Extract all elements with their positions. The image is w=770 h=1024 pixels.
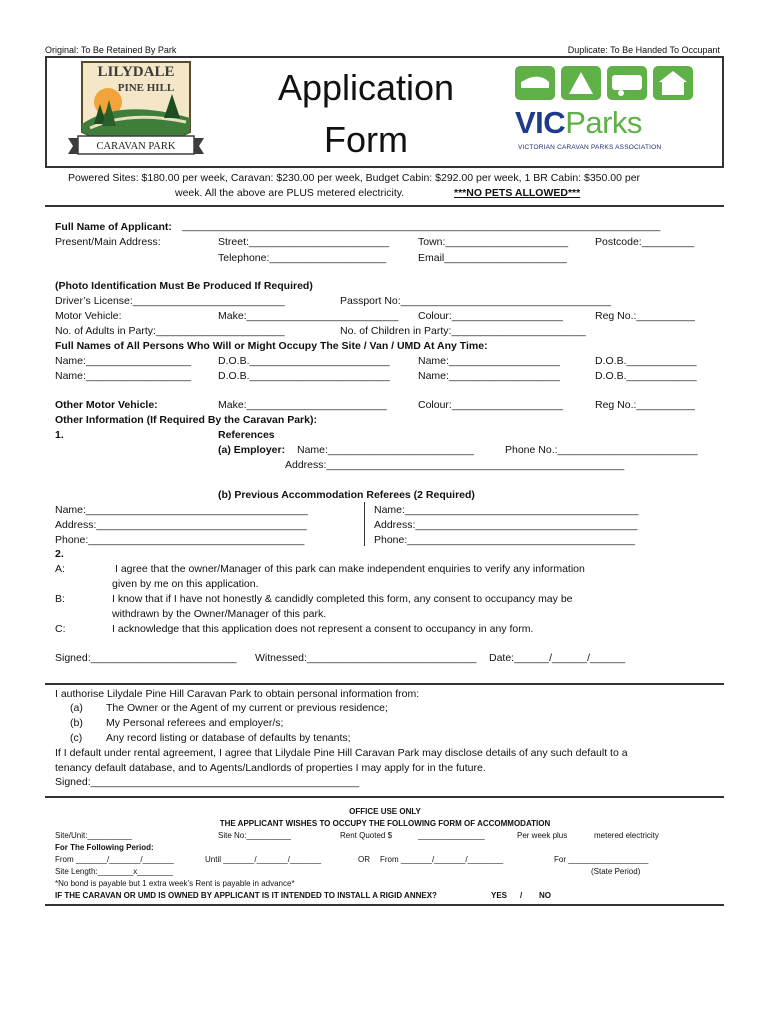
vic-text: VIC (515, 105, 566, 140)
clause-b-text-cont: withdrawn by the Owner/Manager of this park. (112, 608, 327, 620)
until-date-field[interactable]: Until _______/_______/_______ (205, 855, 322, 864)
street-field[interactable]: Street:________________________ (218, 236, 390, 248)
header-left-rule (45, 56, 47, 166)
title-line1: Application (277, 67, 455, 108)
prev-accommodation-heading: (b) Previous Accommodation Referees (2 Required) (218, 489, 475, 501)
vehicle-reg-field[interactable]: Reg No.:__________ (595, 310, 695, 322)
other-info-heading: Other Information (If Required By the Caravan Park): (55, 414, 317, 426)
period-heading: For The Following Period: (55, 843, 154, 852)
parks-text: Parks (565, 105, 642, 140)
pricing-line2: week. All the above are PLUS metered electricity. (175, 187, 405, 199)
office-use-heading: OFFICE USE ONLY (349, 807, 421, 816)
vic-parks-logo (515, 105, 642, 141)
town-field[interactable]: Town:_____________________ (418, 236, 569, 248)
address-label: Present/Main Address: (55, 236, 161, 248)
authorise-c-label: (c) (70, 732, 83, 744)
other-vehicle-colour[interactable]: Colour:___________________ (418, 399, 563, 411)
clause-a-label: A: (55, 563, 65, 575)
other-vehicle-reg[interactable]: Reg No.:__________ (595, 399, 695, 411)
passport-field[interactable]: Passport No:____________________________________ (340, 295, 611, 307)
from2-date-field[interactable]: From _______/_______/________ (380, 855, 504, 864)
clause-c-label: C: (55, 623, 66, 635)
section-rule-1 (45, 683, 724, 685)
occupants-heading: Full Names of All Persons Who Will or Might Occupy The Site / Van / UMD At Any Time: (55, 340, 488, 352)
authorise-a-label: (a) (70, 702, 83, 714)
referee1-phone[interactable]: Phone:_____________________________________ (55, 534, 305, 546)
occupant-dob-2[interactable]: D.O.B.____________ (595, 355, 697, 367)
default-clause-line1: If I default under rental agreement, I agree that Lilydale Pine Hill Caravan Park may disclose details of any such default to a (55, 747, 628, 759)
adults-field[interactable]: No. of Adults in Party:______________________ (55, 325, 285, 337)
full-name-field[interactable]: ______________________________________________________________________________________ (182, 221, 661, 232)
park-logo (60, 58, 212, 170)
header-right-rule (722, 56, 724, 166)
logo-banner-text: CARAVAN PARK (96, 141, 176, 152)
logo-line1: LILYDALE (97, 64, 175, 80)
metered-label: metered electricity (594, 831, 659, 840)
vic-parks-subtitle: VICTORIAN CARAVAN PARKS ASSOCIATION (518, 144, 662, 151)
employer-label: (a) Employer: (218, 444, 286, 456)
authorise-signed-field[interactable]: Signed:______________________________________________ (55, 776, 360, 788)
duplicate-note: Duplicate: To Be Handed To Occupant (567, 45, 720, 55)
clause-b-label: B: (55, 593, 65, 605)
rent-quoted-field[interactable]: _______________ (418, 831, 485, 840)
referee-divider (364, 502, 365, 546)
employer-name-field[interactable]: Name:_________________________ (297, 444, 474, 456)
vehicle-make-field[interactable]: Make:__________________________ (218, 310, 399, 322)
email-field[interactable]: Email_____________________ (418, 252, 567, 264)
witnessed-field[interactable]: Witnessed:_____________________________ (255, 652, 477, 664)
or-label: OR (358, 855, 370, 864)
no-pets-note: ***NO PETS ALLOWED*** (454, 187, 581, 199)
clause-a-text-cont: given by me on this application. (112, 578, 259, 590)
drivers-license-field[interactable]: Driver’s License:__________________________ (55, 295, 285, 307)
annex-yes[interactable]: YES (491, 891, 508, 900)
referee2-address[interactable]: Address:______________________________________ (374, 519, 638, 531)
logo-line2: PINE HILL (117, 82, 175, 94)
telephone-field[interactable]: Telephone:____________________ (218, 252, 387, 264)
occupant-name-2[interactable]: Name:___________________ (418, 355, 560, 367)
other-vehicle-label: Other Motor Vehicle: (55, 399, 158, 411)
occupant-name-1[interactable]: Name:__________________ (55, 355, 192, 367)
references-heading: References (218, 429, 275, 441)
pricing-line1: Powered Sites: $180.00 per week, Caravan: $230.00 per week, Budget Cabin: $292.00 per week, 1 BR Cabin: $350.00 per (68, 172, 641, 184)
authorise-a-text: The Owner or the Agent of my current or previous residence; (106, 702, 388, 714)
full-name-label: Full Name of Applicant: (55, 221, 172, 233)
site-length-field[interactable]: Site Length:________x________ (55, 867, 173, 876)
other-vehicle-make[interactable]: Make:________________________ (218, 399, 387, 411)
site-no-field[interactable]: Site No:__________ (218, 831, 291, 840)
employer-address-field[interactable]: Address:___________________________________________________ (285, 459, 625, 471)
item-2-number: 2. (55, 548, 64, 560)
rent-quoted-label: Rent Quoted $ (340, 831, 393, 840)
annex-question: IF THE CARAVAN OR UMD IS OWNED BY APPLICANT IS IT INTENDED TO INSTALL A RIGID ANNEX? (55, 891, 437, 900)
section-rule-3 (45, 904, 724, 906)
occupant-dob-4[interactable]: D.O.B.____________ (595, 370, 697, 382)
office-subheading: THE APPLICANT WISHES TO OCCUPY THE FOLLOWING FORM OF ACCOMMODATION (219, 819, 551, 828)
pricing-top-rule (45, 166, 724, 168)
motor-vehicle-label: Motor Vehicle: (55, 310, 122, 322)
title-line2: Form (324, 119, 408, 160)
postcode-field[interactable]: Postcode:_________ (595, 236, 695, 248)
for-period-field[interactable]: For __________________ (554, 855, 649, 864)
vic-parks-icons (515, 66, 695, 100)
referee2-name[interactable]: Name:________________________________________ (374, 504, 639, 516)
clause-b-text: I know that if I have not honestly & candidly completed this form, any consent to occupancy may be (112, 593, 573, 605)
original-note: Original: To Be Retained By Park (45, 45, 177, 55)
annex-no[interactable]: NO (539, 891, 551, 900)
photo-id-heading: (Photo Identification Must Be Produced If Required) (55, 280, 313, 292)
clause-a-text: I agree that the owner/Manager of this park can make independent enquiries to verify any information (115, 563, 585, 575)
site-unit-field[interactable]: Site/Unit:__________ (55, 831, 132, 840)
referee1-name[interactable]: Name:______________________________________ (55, 504, 308, 516)
item-1-number: 1. (55, 429, 64, 441)
referee1-address[interactable]: Address:____________________________________ (55, 519, 307, 531)
occupant-dob-1[interactable]: D.O.B.________________________ (218, 355, 390, 367)
pricing-bottom-rule (45, 205, 724, 207)
occupant-dob-3[interactable]: D.O.B.________________________ (218, 370, 390, 382)
clause-c-text: I acknowledge that this application does not represent a consent to occupancy in any form. (112, 623, 534, 635)
authorise-c-text: Any record listing or database of defaults by tenants; (106, 732, 351, 744)
from-date-field[interactable]: From _______/_______/_______ (55, 855, 174, 864)
children-field[interactable]: No. of Children in Party:_______________________ (340, 325, 586, 337)
authorise-b-text: My Personal referees and employer/s; (106, 717, 284, 729)
authorise-intro: I authorise Lilydale Pine Hill Caravan Park to obtain personal information from: (55, 688, 420, 700)
section-rule-2 (45, 796, 724, 798)
date-field[interactable]: Date:______/______/______ (489, 652, 626, 664)
vehicle-colour-field[interactable]: Colour:___________________ (418, 310, 563, 322)
bond-note: *No bond is payable but 1 extra week’s Rent is payable in advance* (55, 879, 295, 888)
authorise-b-label: (b) (70, 717, 83, 729)
occupant-name-4[interactable]: Name:___________________ (418, 370, 560, 382)
default-clause-line2: tenancy default database, and to Agents/Landlords of properties I may apply for in the future. (55, 762, 486, 774)
occupant-name-3[interactable]: Name:__________________ (55, 370, 192, 382)
state-period-label: (State Period) (591, 867, 641, 876)
referee2-phone[interactable]: Phone:_______________________________________ (374, 534, 636, 546)
per-week-label: Per week plus (517, 831, 568, 840)
annex-slash: / (520, 891, 523, 900)
signed-field[interactable]: Signed:_________________________ (55, 652, 237, 664)
employer-phone-field[interactable]: Phone No.:________________________ (505, 444, 698, 456)
